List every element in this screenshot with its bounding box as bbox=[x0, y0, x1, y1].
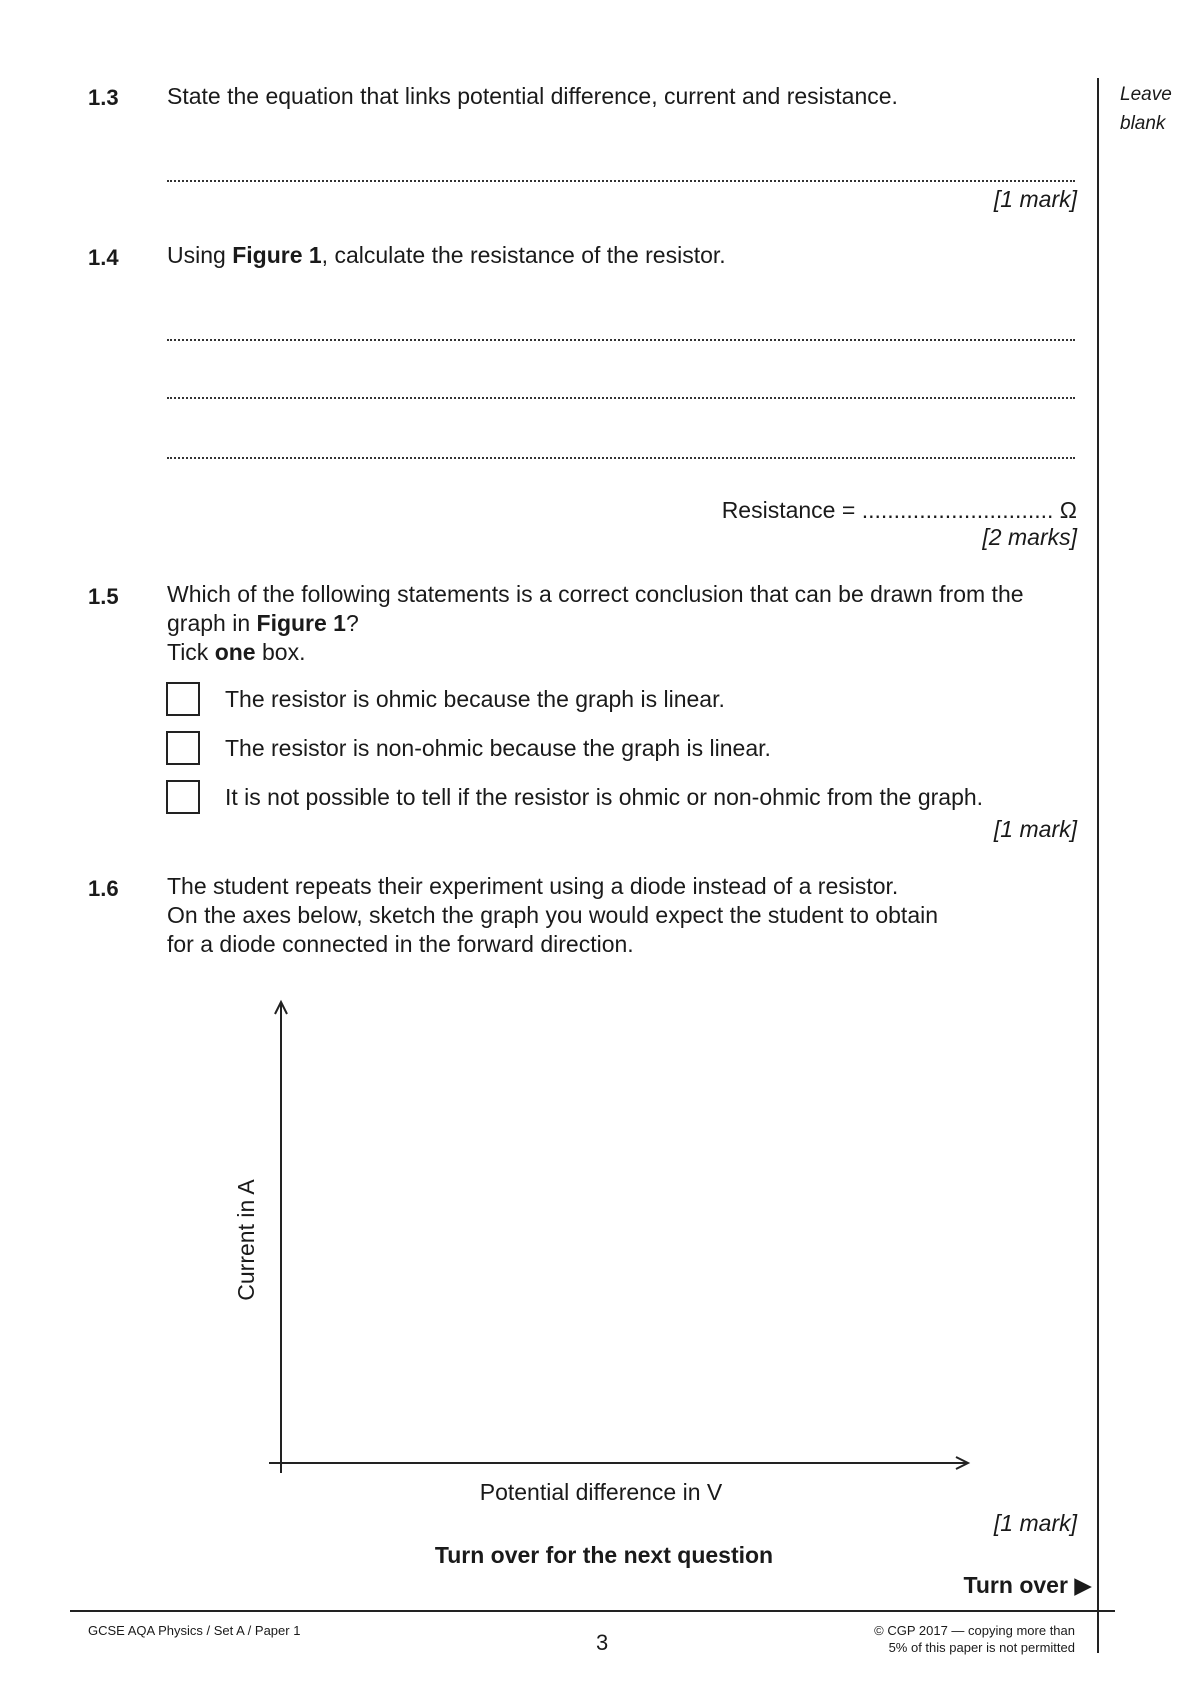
leave-blank-line-2: blank bbox=[1120, 113, 1166, 134]
next-question-note: Turn over for the next question bbox=[434, 1542, 774, 1568]
figure-reference: Figure 1 bbox=[256, 610, 346, 636]
page-number: 3 bbox=[596, 1630, 609, 1655]
x-axis-label: Potential difference in V bbox=[479, 1479, 723, 1505]
question-text-1-3: State the equation that links potential difference, current and resistance. bbox=[167, 83, 898, 109]
copyright-line-1: © CGP 2017 — copying more than bbox=[874, 1623, 1075, 1638]
question-text-1-4-post: , calculate the resistance of the resistor. bbox=[321, 242, 726, 268]
leave-blank-line-1: Leave bbox=[1120, 84, 1172, 105]
turn-over[interactable] bbox=[964, 1572, 1092, 1599]
mark-allocation-1-3: [1 mark] bbox=[993, 186, 1077, 212]
line3-post: box. bbox=[255, 639, 306, 665]
option-3-text: It is not possible to tell if the resistor is ohmic or non-ohmic from the graph. bbox=[225, 784, 984, 810]
figure-reference: Figure 1 bbox=[232, 242, 322, 268]
ohm-unit: Ω bbox=[1059, 497, 1077, 523]
copyright-notice bbox=[874, 1622, 1075, 1656]
question-text-1-6-line-3: for a diode connected in the forward direction. bbox=[167, 931, 634, 957]
line2-pre: graph in bbox=[167, 610, 257, 636]
y-axis-label: Current in A bbox=[233, 1179, 259, 1301]
footer-rule bbox=[70, 1610, 1115, 1612]
question-number-1-4: 1.4 bbox=[88, 245, 119, 270]
option-1-text: The resistor is ohmic because the graph is linear. bbox=[225, 686, 725, 712]
question-text-1-4-pre: Using bbox=[167, 242, 233, 268]
question-text-1-5-line-1: Which of the following statements is a correct conclusion that can be drawn from the bbox=[167, 581, 1024, 607]
copyright-line-2: 5% of this paper is not permitted bbox=[888, 1640, 1075, 1655]
line2-post: ? bbox=[345, 610, 359, 636]
turn-over-arrow-icon: ▶ bbox=[1074, 1572, 1092, 1598]
paper-reference: GCSE AQA Physics / Set A / Paper 1 bbox=[88, 1623, 301, 1638]
tick-one-emphasis: one bbox=[214, 639, 256, 665]
question-number-1-6: 1.6 bbox=[88, 876, 119, 901]
question-text-1-6-line-1: The student repeats their experiment using a diode instead of a resistor. bbox=[167, 873, 899, 899]
line3-pre: Tick bbox=[167, 639, 215, 665]
mark-allocation-1-4: [2 marks] bbox=[982, 524, 1077, 550]
mark-allocation-1-5: [1 mark] bbox=[993, 816, 1077, 842]
turn-over-label: Turn over bbox=[963, 1572, 1068, 1598]
resistance-label: Resistance = bbox=[721, 497, 862, 523]
question-text-1-6-line-2: On the axes below, sketch the graph you would expect the student to obtain bbox=[167, 902, 939, 928]
resistance-answer-dots: .............................. bbox=[861, 497, 1054, 523]
option-2-text: The resistor is non-ohmic because the graph is linear. bbox=[225, 735, 771, 761]
question-number-1-3: 1.3 bbox=[88, 85, 119, 110]
mark-allocation-1-6: [1 mark] bbox=[993, 1510, 1077, 1536]
question-number-1-5: 1.5 bbox=[88, 584, 119, 609]
